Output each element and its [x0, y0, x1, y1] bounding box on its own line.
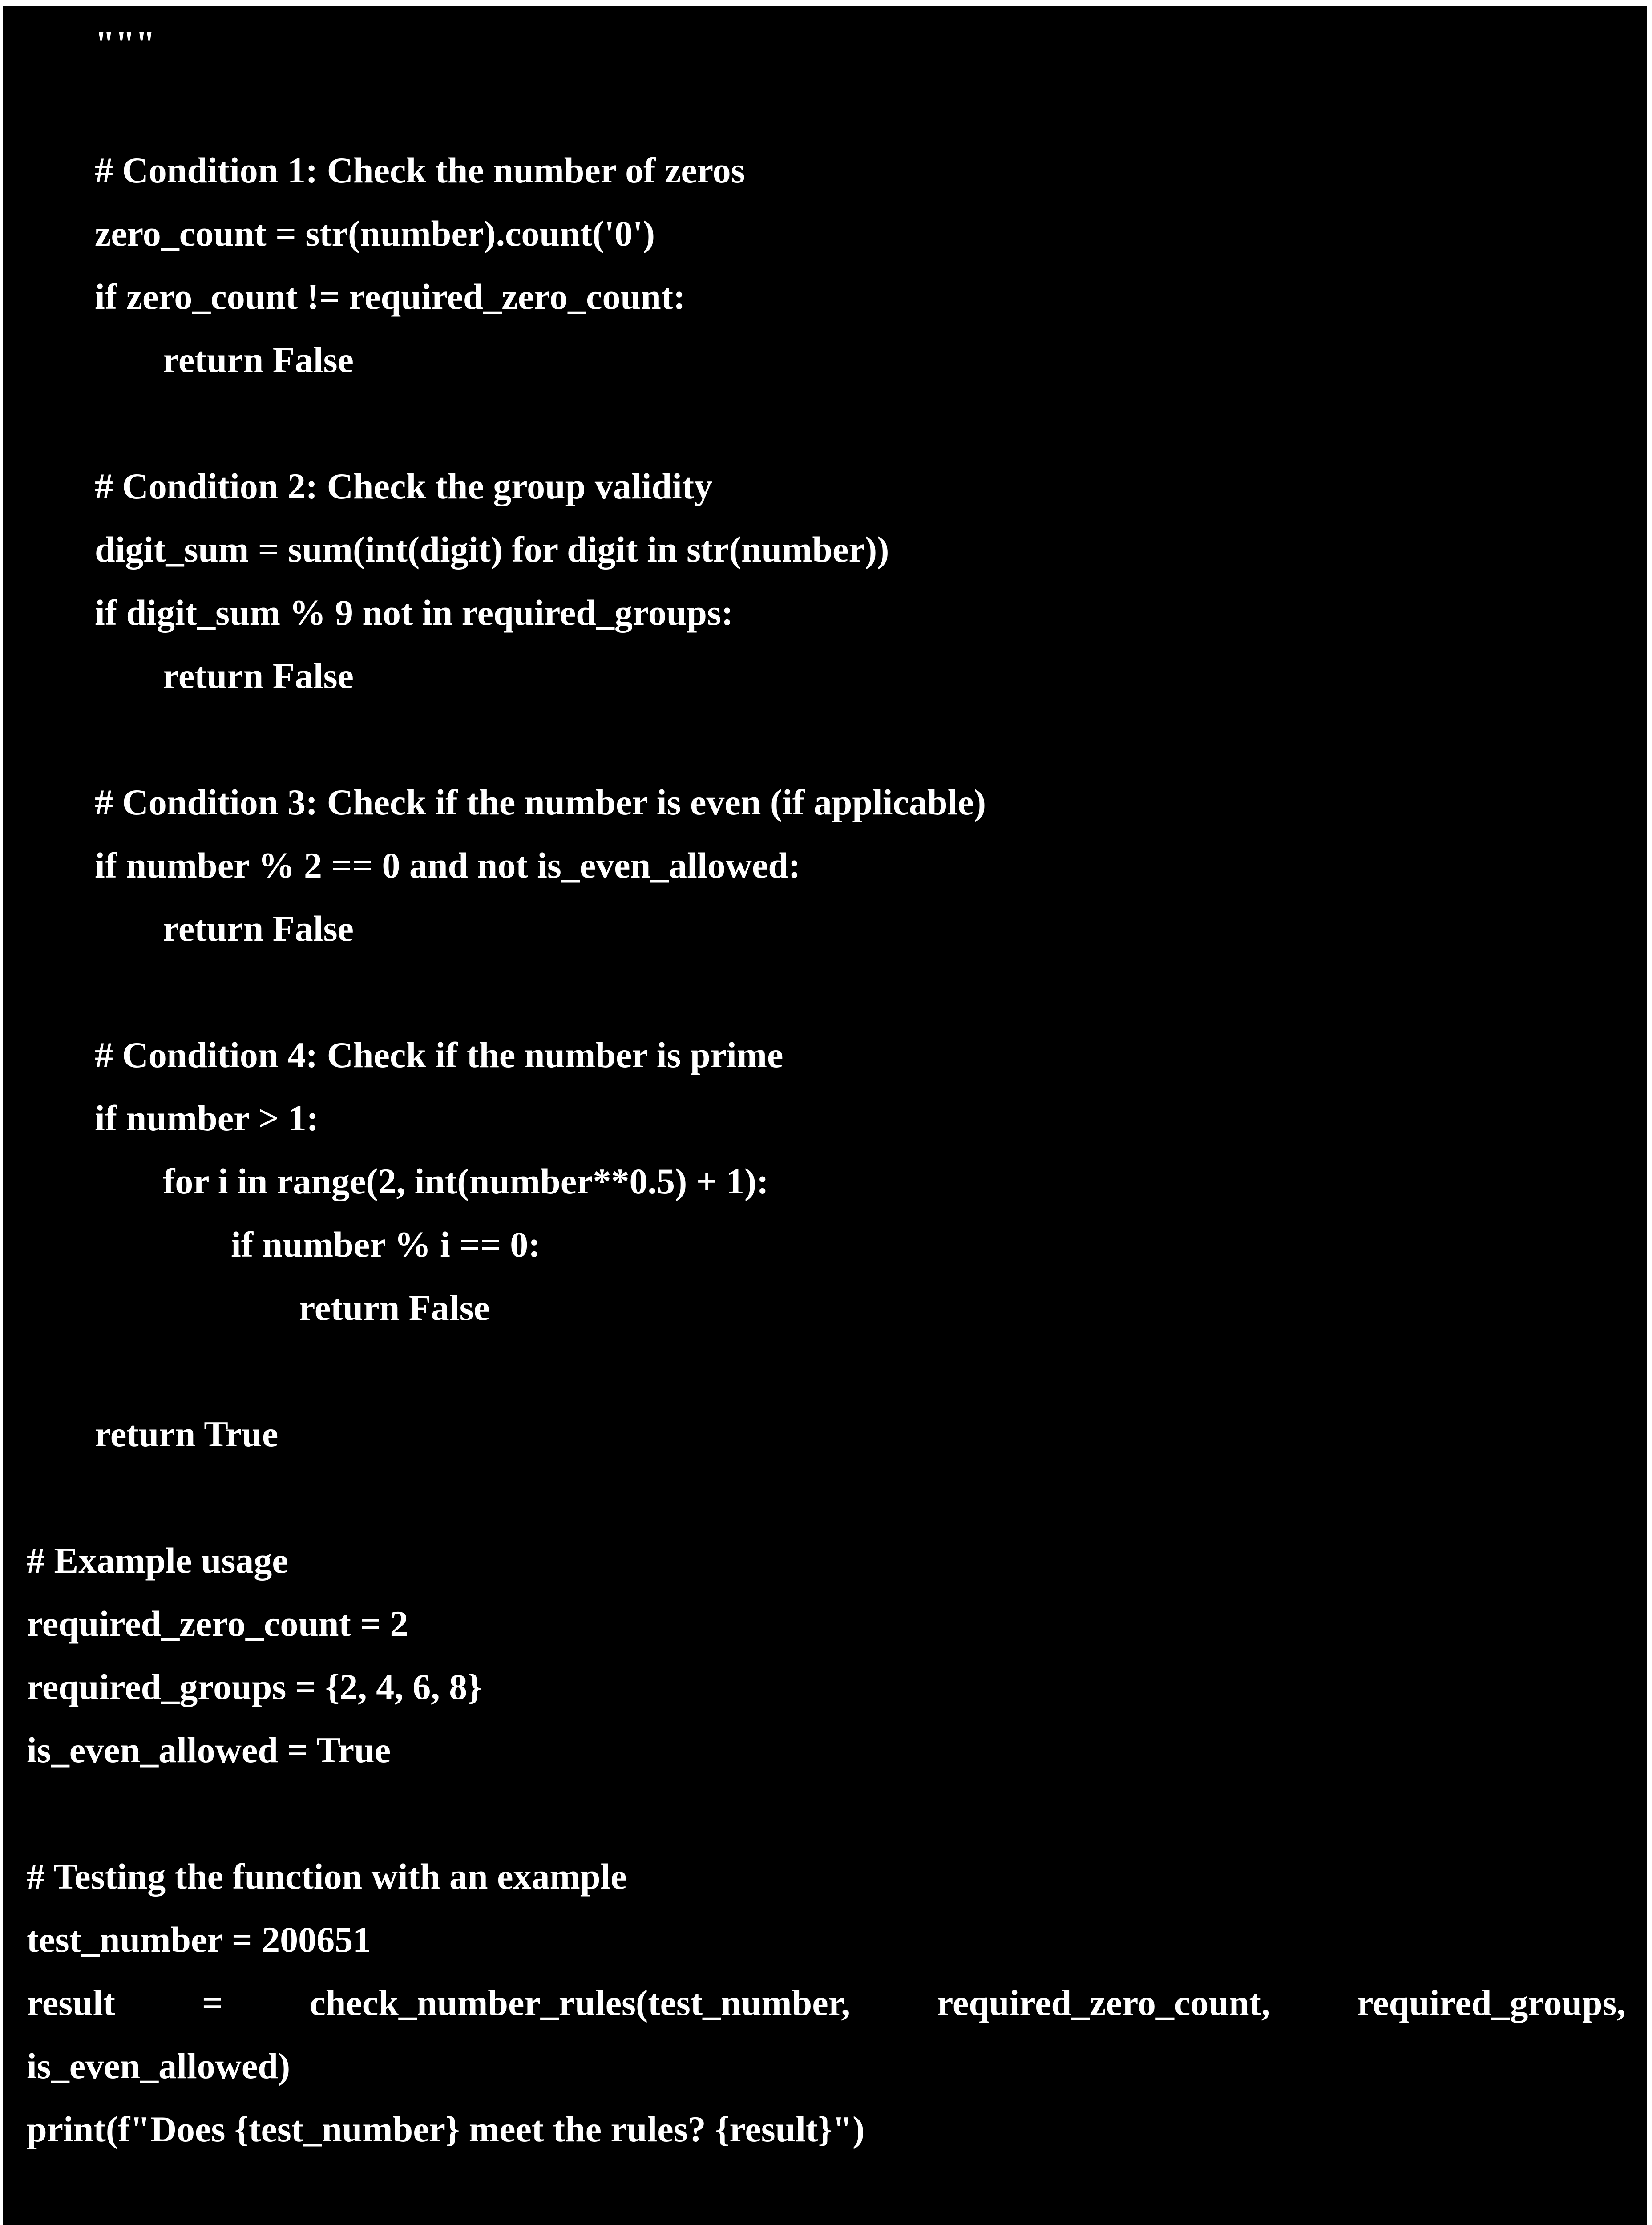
code-line: zero_count = str(number).count('0')	[95, 213, 655, 254]
code-line: return False	[163, 908, 354, 949]
comment-condition-1: # Condition 1: Check the number of zeros	[95, 150, 745, 190]
code-line: if zero_count != required_zero_count:	[95, 276, 686, 317]
code-line: return False	[163, 340, 354, 380]
result-token: required_zero_count,	[937, 1982, 1271, 2023]
comment-condition-4: # Condition 4: Check if the number is prime	[95, 1035, 784, 1075]
code-line: return False	[163, 655, 354, 696]
blank-line	[27, 392, 1626, 455]
code-document	[3, 6, 1647, 2225]
comment-testing: # Testing the function with an example	[27, 1856, 627, 1897]
result-token: result	[27, 1982, 115, 2023]
blank-line	[27, 76, 1626, 139]
result-assignment-line	[27, 1971, 1626, 2035]
code-line: digit_sum = sum(int(digit) for digit in str(number))	[95, 529, 889, 570]
code-line: if number % 2 == 0 and not is_even_allowed:	[95, 845, 801, 886]
blank-line	[27, 960, 1626, 1024]
code-line: print(f"Does {test_number} meet the rules? {result}")	[27, 2109, 865, 2149]
code-line: required_zero_count = 2	[27, 1603, 408, 1644]
blank-line	[27, 708, 1626, 771]
code-line: return True	[95, 1414, 279, 1454]
blank-line	[27, 1466, 1626, 1529]
result-token: required_groups,	[1357, 1982, 1626, 2023]
code-line: if number % i == 0:	[231, 1224, 541, 1265]
blank-line	[27, 1339, 1626, 1403]
code-line: if digit_sum % 9 not in required_groups:	[95, 592, 734, 633]
comment-example-usage: # Example usage	[27, 1540, 288, 1581]
code-line: for i in range(2, int(number**0.5) + 1):	[163, 1161, 769, 1202]
code-line: is_even_allowed = True	[27, 1730, 391, 1770]
result-token: =	[202, 1982, 223, 2023]
code-line: return False	[299, 1287, 490, 1328]
code-block	[27, 12, 1626, 2161]
code-line: required_groups = {2, 4, 6, 8}	[27, 1667, 482, 1707]
code-line: test_number = 200651	[27, 1919, 372, 1960]
code-line: is_even_allowed)	[27, 2046, 291, 2086]
docstring-close: """	[95, 24, 156, 64]
blank-line	[27, 1782, 1626, 1845]
code-line: if number > 1:	[95, 1098, 319, 1138]
comment-condition-2: # Condition 2: Check the group validity	[95, 466, 713, 506]
comment-condition-3: # Condition 3: Check if the number is even (if applicable)	[95, 782, 986, 822]
result-token: check_number_rules(test_number,	[309, 1982, 851, 2023]
